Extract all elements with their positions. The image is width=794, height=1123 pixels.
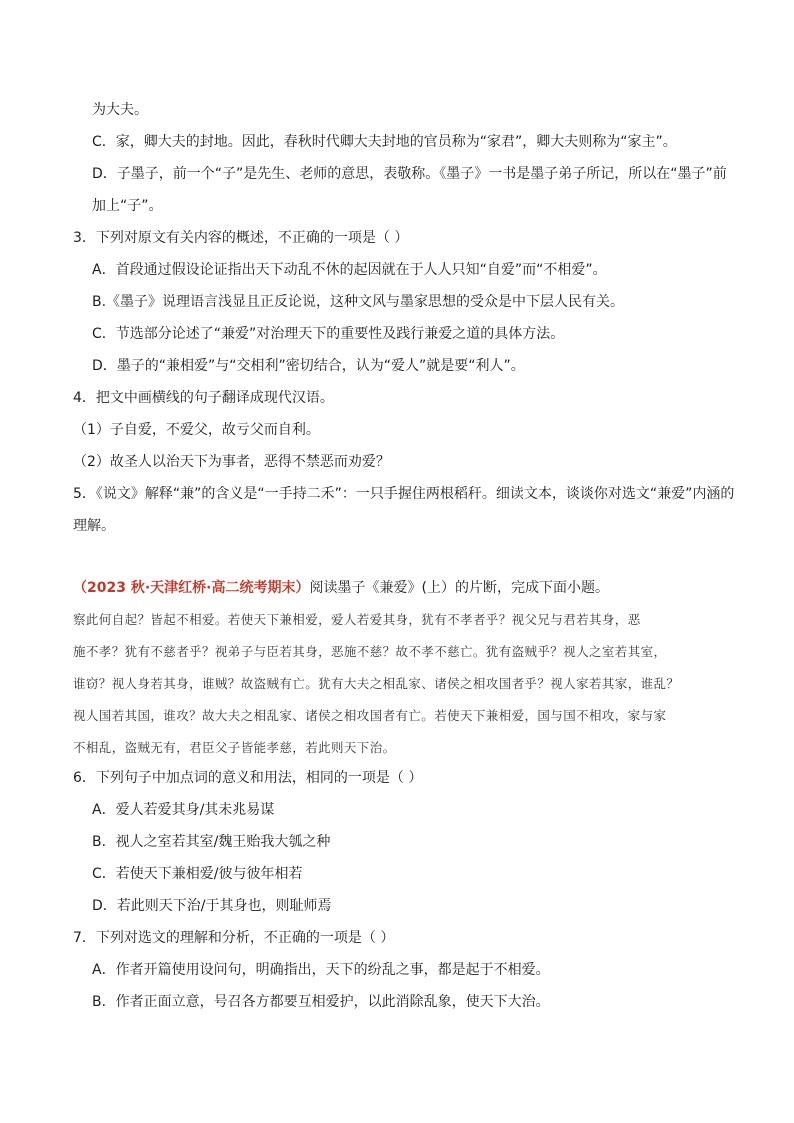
question-4-stem: 4．把文中画横线的句子翻译成现代汉语。 [73, 390, 334, 406]
passage-line: 施不孝？犹有不慈者乎？视弟子与臣若其身，恶施不慈？故不孝不慈亡。犹有盗贼乎？视人之室若其室， [73, 644, 667, 659]
question-7-option-b: B．作者正面立意，号召各方都要互相爱护，以此消除乱象，使天下大治。 [92, 994, 550, 1010]
source-label: （2023 秋·天津红桥·高二统考期末） [73, 580, 310, 596]
section-intro: 阅读墨子《兼爱》(上）的片断，完成下面小题。 [309, 580, 609, 596]
question-6-option-a: A．爱人若爱其身/其未兆易谋 [92, 802, 275, 818]
option-d-line2: 加上“子”。 [92, 198, 163, 214]
question-3-option-d: D．墨子的“兼相爱”与“交相利”密切结合，认为“爱人”就是要“利人”。 [92, 358, 525, 374]
question-5-line2: 理解。 [73, 518, 115, 534]
question-3-option-c: C．节选部分论述了“兼爱”对治理天下的重要性及践行兼爱之道的具体方法。 [92, 326, 565, 342]
question-5-line1: 5．《说文》解释“兼”的含义是“一手持二禾”：一只手握住两根稻秆。细读文本，谈谈你对选文“兼爱”内涵的 [73, 486, 735, 502]
question-4-sentence-2: （2）故圣人以治天下为事者，恶得不禁恶而劝爱？ [73, 454, 390, 470]
question-6-option-c: C．若使天下兼相爱/彼与彼年相若 [92, 866, 303, 882]
question-7-stem: 7．下列对选文的理解和分析，不正确的一项是（ ） [73, 930, 395, 946]
option-b-continued: 为大夫。 [92, 102, 148, 118]
question-6-stem: 6．下列句子中加点词的意义和用法，相同的一项是（ ） [73, 770, 423, 786]
section-heading [73, 578, 609, 598]
question-7-option-a: A．作者开篇使用设问句，明确指出，天下的纷乱之事，都是起于不相爱。 [92, 962, 550, 978]
passage-line: 谁窃？视人身若其身，谁贼？故盗贼有亡。犹有大夫之相乱家、诸侯之相攻国者乎？视人家若其家，谁乱？ [73, 676, 680, 691]
passage-line: 察此何自起？皆起不相爱。若使天下兼相爱，爱人若爱其身，犹有不孝者乎？视父兄与君若其身，恶 [73, 612, 641, 627]
question-3-option-b: B.《墨子》说理语言浅显且正反论说，这种文风与墨家思想的受众是中下层人民有关。 [92, 294, 625, 310]
question-6-option-b: B．视人之室若其室/魏王贻我大瓠之种 [92, 834, 331, 850]
option-c: C．家，卿大夫的封地。因此，春秋时代卿大夫封地的官员称为“家君”，卿大夫则称为“家主”。 [92, 134, 677, 150]
question-6-option-d: D．若此则天下治/于其身也，则耻师焉 [92, 898, 332, 914]
passage-line: 不相乱，盗贼无有，君臣父子皆能孝慈，若此则天下治。 [73, 740, 396, 755]
option-d-line1: D．子墨子，前一个“子”是先生、老师的意思，表敬称。《墨子》一书是墨子弟子所记，所以在“墨子”前 [92, 166, 727, 182]
passage-line: 视人国若其国，谁攻？故大夫之相乱家、诸侯之相攻国者有亡。若使天下兼相爱，国与国不相攻，家与家 [73, 708, 667, 723]
question-3-stem: 3．下列对原文有关内容的概述，不正确的一项是（ ） [73, 230, 409, 246]
question-3-option-a: A．首段通过假设论证指出天下动乱不休的起因就在于人人只知“自爱”而“不相爱”。 [92, 262, 607, 278]
question-4-sentence-1: （1）子自爱，不爱父，故亏父而自利。 [73, 422, 320, 438]
